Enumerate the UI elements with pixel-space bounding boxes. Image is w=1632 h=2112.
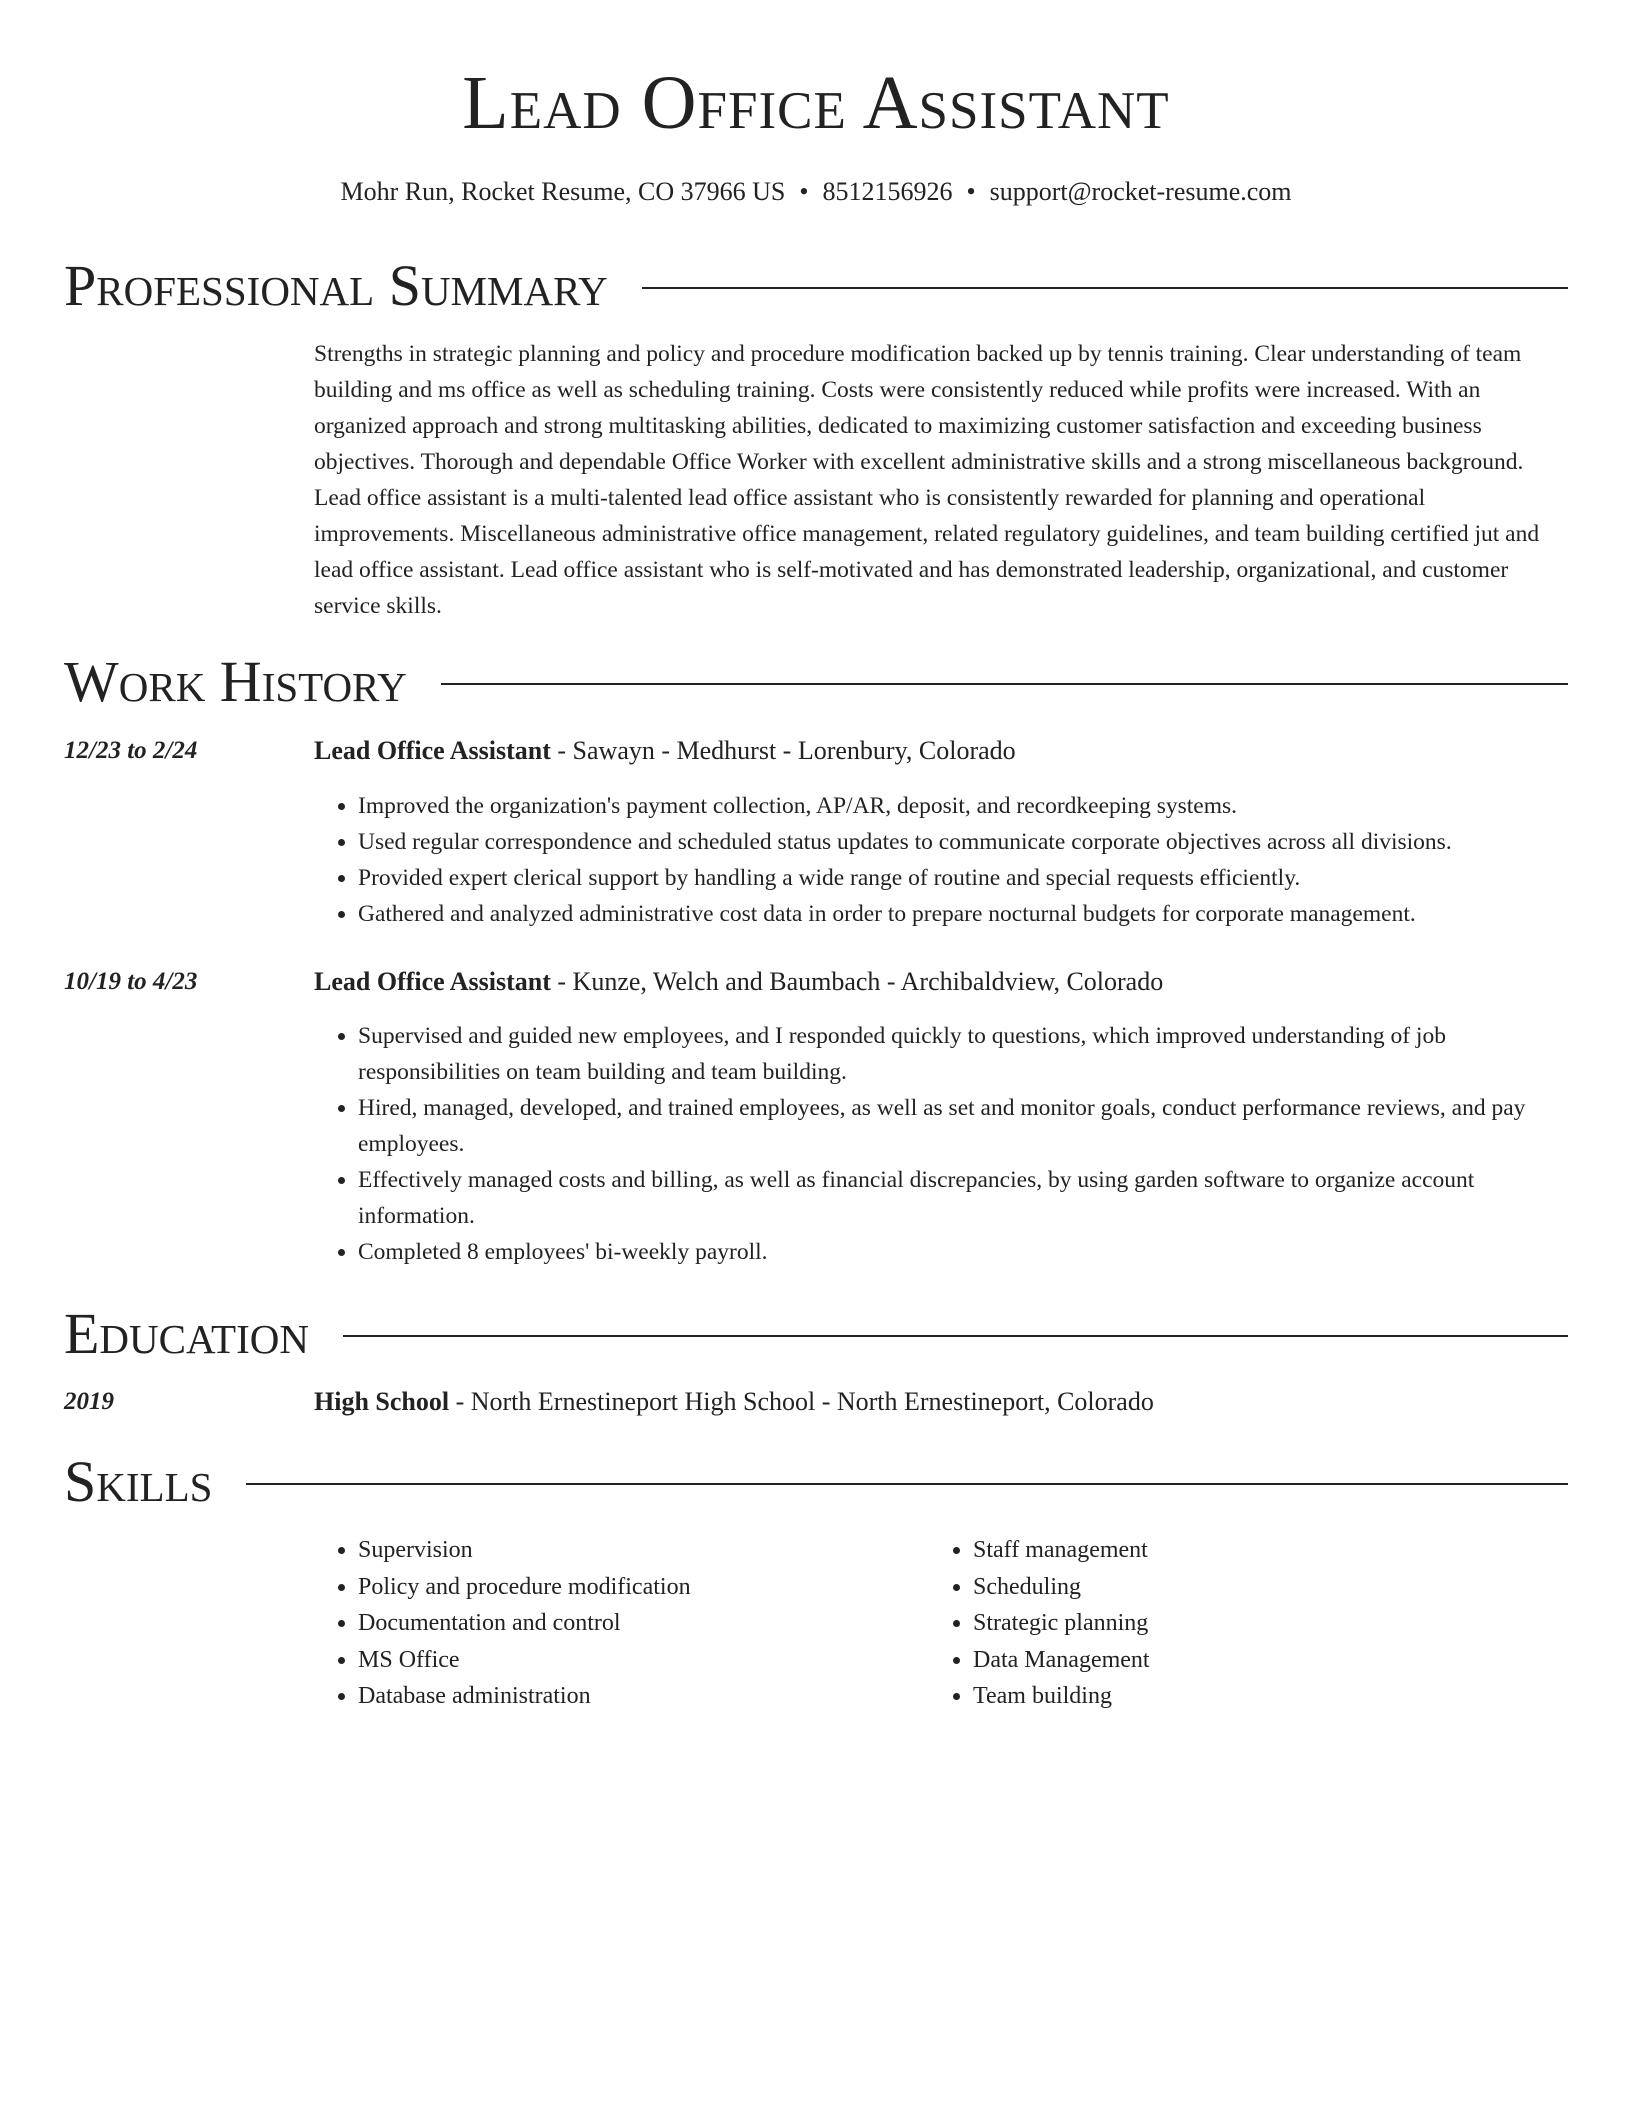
job-employer-location: - Sawayn - Medhurst - Lorenbury, Colorado: [550, 736, 1016, 765]
job-employer-location: - Kunze, Welch and Baumbach - Archibaldview, Colorado: [550, 967, 1164, 996]
job-bullet: • Hired, managed, developed, and trained employees, as well as set and monitor goals, conduct performance reviews, and pay employees.: [358, 1090, 1574, 1162]
job-title: Lead Office Assistant: [314, 967, 551, 996]
contact-line: [0, 174, 1632, 210]
contact-address: Mohr Run, Rocket Resume, CO 37966 US: [340, 177, 786, 206]
skill-item: • Scheduling: [973, 1569, 1489, 1606]
job-bullet: • Effectively managed costs and billing, as well as financial discrepancies, by using garden software to organize account information.: [358, 1162, 1574, 1234]
job-bullet: • Supervised and guided new employees, and I responded quickly to questions, which improved understanding of job responsibilities on team building and team building.: [358, 1018, 1574, 1090]
job-bullet: • Used regular correspondence and scheduled status updates to communicate corporate objectives across all divisions.: [358, 824, 1574, 860]
contact-separator: •: [799, 177, 809, 206]
job-bullet: • Provided expert clerical support by handling a wide range of routine and special requests efficiently.: [358, 860, 1574, 896]
section-header-work-history: [64, 650, 1568, 714]
skill-item: • Data Management: [973, 1642, 1489, 1679]
skill-item: • Documentation and control: [358, 1605, 874, 1642]
section-header-skills: [64, 1450, 1568, 1514]
job-heading: [314, 964, 1163, 1000]
contact-phone: 8512156926: [822, 177, 953, 206]
education-degree: High School: [314, 1387, 450, 1416]
resume-name-title: Lead Office Assistant: [462, 61, 1170, 145]
job-title: Lead Office Assistant: [314, 736, 551, 765]
section-title-summary: Professional Summary: [64, 253, 608, 318]
job-dates: 10/19 to 4/23: [64, 968, 198, 995]
skills-list-left: [314, 1532, 874, 1715]
contact-email: support@rocket-resume.com: [989, 177, 1292, 206]
skill-item: • Staff management: [973, 1532, 1489, 1569]
section-header-summary: [64, 254, 1568, 318]
section-title-work-history: Work History: [64, 649, 407, 714]
education-year: 2019: [64, 1388, 114, 1415]
section-divider: [246, 1483, 1568, 1485]
section-title-education: Education: [64, 1301, 309, 1366]
education-heading: [314, 1384, 1154, 1420]
job-bullet-list: [314, 1018, 1574, 1270]
skills-list-right: [929, 1532, 1489, 1715]
job-bullet-list: [314, 788, 1574, 932]
section-divider: [441, 683, 1568, 685]
skill-item: • Team building: [973, 1678, 1489, 1715]
skill-item: • Database administration: [358, 1678, 874, 1715]
education-school-location: - North Ernestineport High School - North Ernestineport, Colorado: [449, 1387, 1154, 1416]
section-header-education: [64, 1302, 1568, 1366]
job-heading: [314, 733, 1016, 769]
summary-paragraph: Strengths in strategic planning and policy and procedure modification backed up by tennis training. Clear understanding of team building and ms office as well as scheduling training. Costs were consistently reduced while profits were increased. With an organized approach and strong multitasking abilities, dedicated to maximizing customer satisfaction and exceeding business objectives. Thorough and dependable Office Worker with excellent administrative skills and a strong miscellaneous background. Lead office assistant is a multi-talented lead office assistant who is consistently rewarded for planning and operational improvements. Miscellaneous administrative office management, related regulatory guidelines, and team building certified jut and lead office assistant. Lead office assistant who is self-motivated and has demonstrated leadership, organizational, and customer service skills.: [314, 341, 1540, 619]
job-bullet: • Improved the organization's payment collection, AP/AR, deposit, and recordkeeping systems.: [358, 788, 1574, 824]
job-dates: 12/23 to 2/24: [64, 737, 198, 764]
section-title-skills: Skills: [64, 1449, 213, 1514]
skill-item: • Supervision: [358, 1532, 874, 1569]
job-bullet: • Completed 8 employees' bi-weekly payroll.: [358, 1234, 1574, 1270]
skill-item: • Policy and procedure modification: [358, 1569, 874, 1606]
job-bullet: • Gathered and analyzed administrative cost data in order to prepare nocturnal budgets for corporate management.: [358, 896, 1574, 932]
section-divider: [642, 287, 1568, 289]
section-divider: [343, 1335, 1568, 1337]
contact-separator: •: [966, 177, 976, 206]
skill-item: • MS Office: [358, 1642, 874, 1679]
skill-item: • Strategic planning: [973, 1605, 1489, 1642]
